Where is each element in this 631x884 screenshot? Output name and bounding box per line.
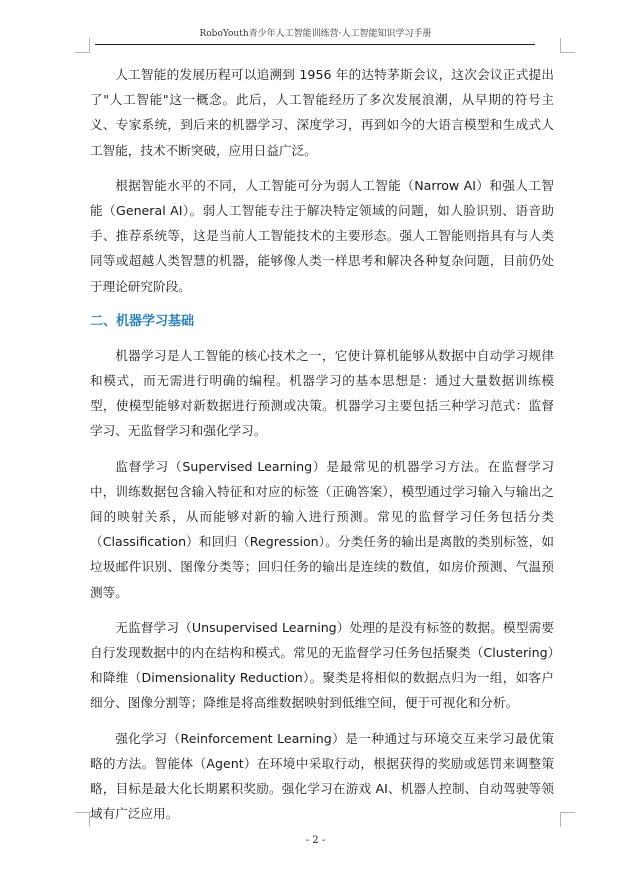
header-rule [95, 44, 535, 45]
crop-mark-bottom-left [75, 812, 90, 827]
page-number: - 2 - [305, 835, 326, 846]
section-heading-machine-learning: 二、机器学习基础 [90, 313, 195, 329]
paragraph-ml-intro: 机器学习是人工智能的核心技术之一，它使计算机能够从数据中自动学习规律和模式，而无需进行明确的编程。机器学习的基本思想是：通过大量数据训练模型，使模型能够对新数据进行预测或决策。机器学习主要包括三种学习范式：监督学习、无监督学习和强化学习。 [90, 347, 554, 439]
crop-mark-top-left [75, 38, 90, 53]
page-body [90, 62, 554, 836]
paragraph-ai-levels: 根据智能水平的不同，人工智能可分为弱人工智能（Narrow AI）和强人工智能（General AI）。弱人工智能专注于解决特定领域的问题，如人脸识别、语音助手、推荐系统等，这是当前人工智能技术的主要形态。强人工智能则指具有与人类同等或超越人类智慧的机器，能够像人类一样思考和解决各种复杂问题，目前仍处于理论研究阶段。 [90, 177, 554, 294]
running-header: RoboYouth青少年人工智能训练营·人工智能知识学习手册 [199, 29, 432, 39]
crop-mark-bottom-right [560, 812, 575, 827]
crop-mark-top-right [560, 38, 575, 53]
paragraph-ai-history: 人工智能的发展历程可以追溯到 1956 年的达特茅斯会议，这次会议正式提出了"人工智能"这一概念。此后，人工智能经历了多次发展浪潮，从早期的符号主义、专家系统，到后来的机器学习、深度学习，再到如今的大语言模型和生成式人工智能，技术不断突破，应用日益广泛。 [90, 67, 554, 158]
paragraph-supervised-learning: 监督学习（Supervised Learning）是最常见的机器学习方法。在监督学习中，训练数据包含输入特征和对应的标签（正确答案），模型通过学习输入与输出之间的映射关系，从而能够对新的输入进行预测。常见的监督学习任务包括分类（Classification）和回归（Regression）。分类任务的输出是离散的类别标签，如垃圾邮件识别、图像分类等；回归任务的输出是连续的数值，如房价预测、气温预测等。 [90, 458, 554, 600]
paragraph-reinforcement-learning: 强化学习（Reinforcement Learning）是一种通过与环境交互来学习最优策略的方法。智能体（Agent）在环境中采取行动，根据获得的奖励或惩罚来调整策略，目标是最大化长期累积奖励。强化学习在游戏 AI、机器人控制、自动驾驶等领域有广泛应用。 [90, 730, 554, 822]
paragraph-unsupervised-learning: 无监督学习（Unsupervised Learning）处理的是没有标签的数据。模型需要自行发现数据中的内在结构和模式。常见的无监督学习任务包括聚类（Clustering）和降维（Dimensionality Reduction）。聚类是将相似的数据点归为一组，如客户细分、图像分割等；降维是将高维数据映射到低维空间，便于可视化和分析。 [90, 619, 554, 711]
